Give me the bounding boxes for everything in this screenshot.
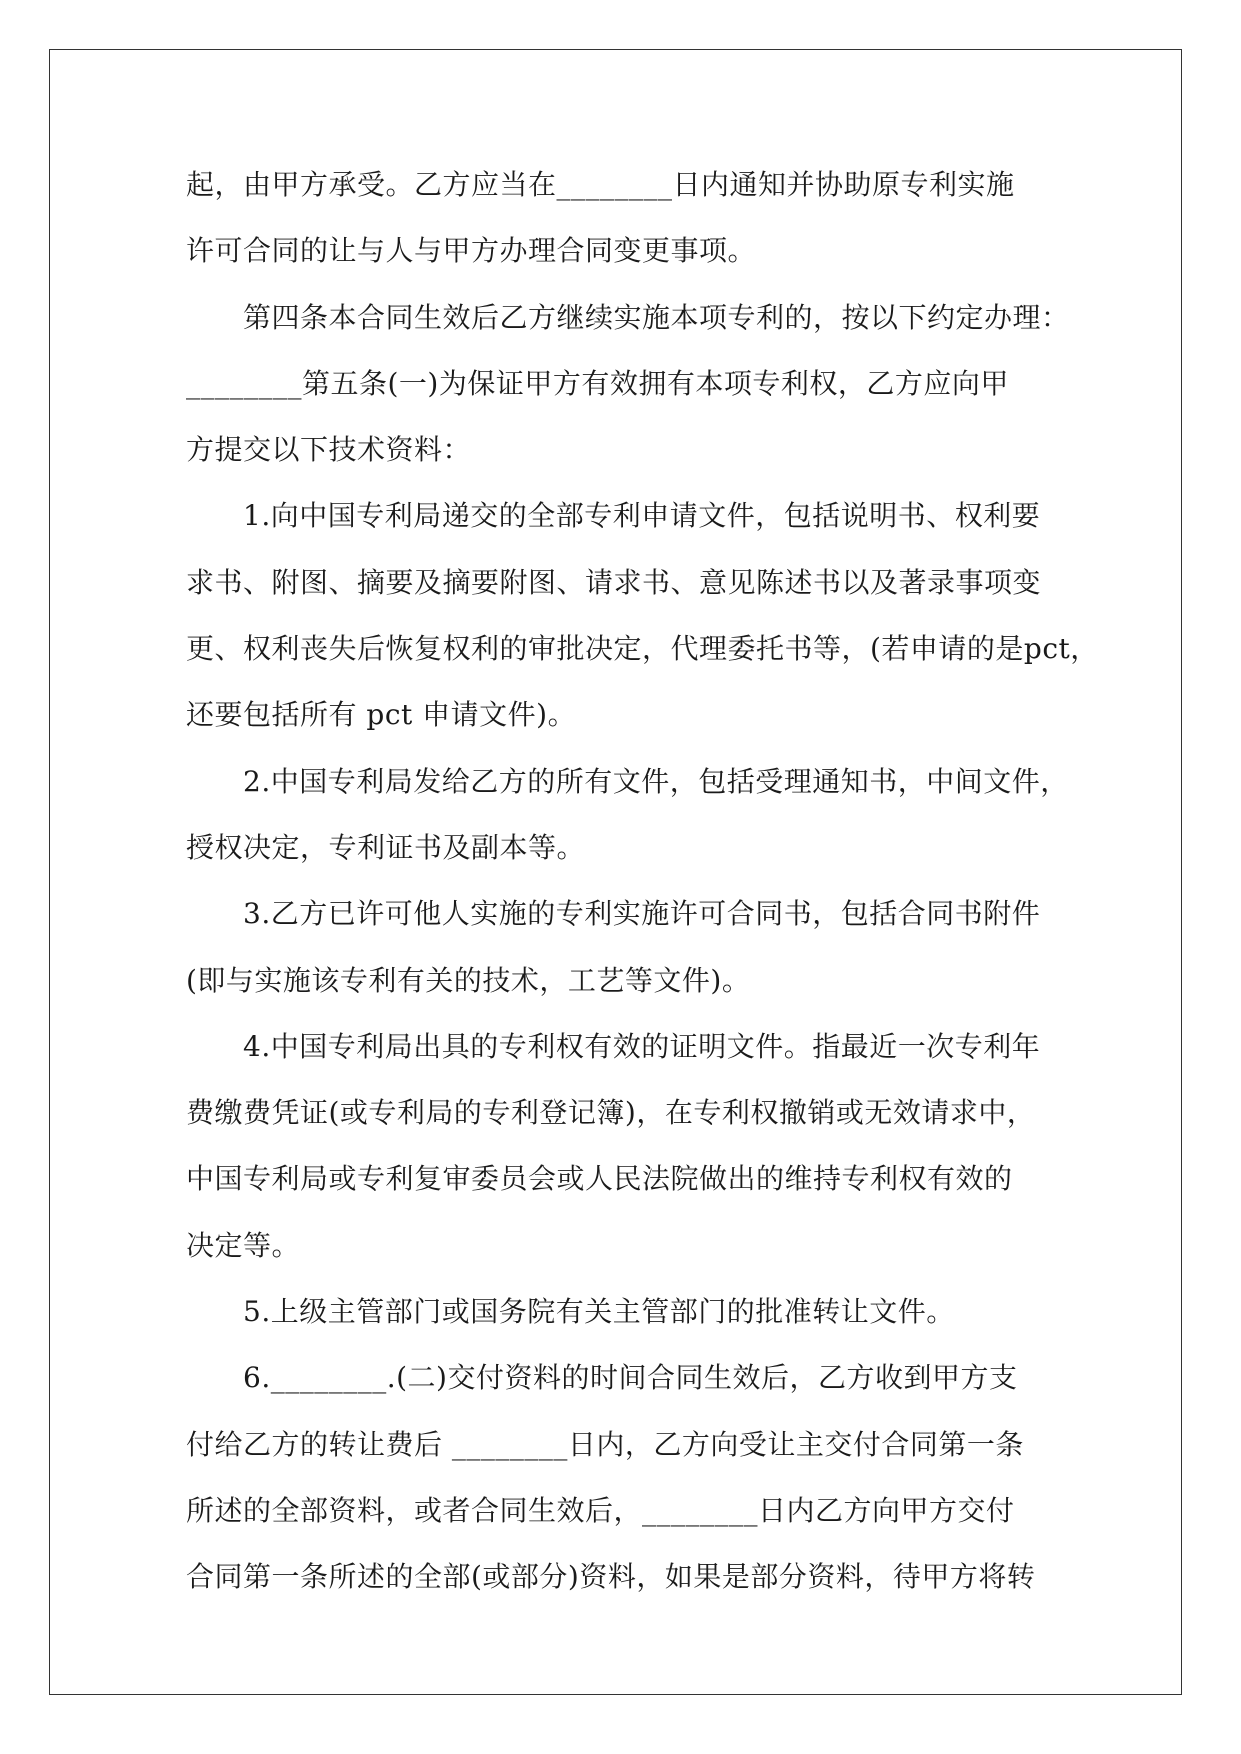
text-line: 1.向中国专利局递交的全部专利申请文件，包括说明书、权利要	[186, 499, 1041, 533]
text-line: 3.乙方已许可他人实施的专利实施许可合同书，包括合同书附件	[186, 897, 1041, 931]
text-line: 5.上级主管部门或国务院有关主管部门的批准转让文件。	[186, 1295, 955, 1329]
text-line: 许可合同的让与人与甲方办理合同变更事项。	[186, 234, 757, 268]
text-line: 起，由甲方承受。乙方应当在________日内通知并协助原专利实施	[186, 168, 1015, 201]
text-line: 方提交以下技术资料：	[186, 433, 472, 467]
text-line: 第四条本合同生效后乙方继续实施本项专利的，按以下约定办理：	[186, 300, 1070, 334]
text-line: 还要包括所有 pct 申请文件)。	[186, 698, 577, 732]
text-line: 付给乙方的转让费后 ________日内，乙方向受让主交付合同第一条	[186, 1427, 1024, 1461]
text-line: ________第五条(一)为保证甲方有效拥有本项专利权，乙方应向甲	[186, 366, 1009, 400]
document-body	[186, 152, 1099, 1611]
text-line: 费缴费凭证(或专利局的专利登记簿)，在专利权撤销或无效请求中，	[186, 1096, 1036, 1130]
text-line: 中国专利局或专利复审委员会或人民法院做出的维持专利权有效的	[186, 1162, 1013, 1196]
text-line: (即与实施该专利有关的技术，工艺等文件)。	[186, 963, 751, 997]
text-line: 所述的全部资料，或者合同生效后，________日内乙方向甲方交付	[186, 1493, 1015, 1527]
text-line: 2.中国专利局发给乙方的所有文件，包括受理通知书，中间文件，	[186, 764, 1069, 798]
text-line: 合同第一条所述的全部(或部分)资料，如果是部分资料，待甲方将转	[186, 1560, 1036, 1594]
text-line: 授权决定，专利证书及副本等。	[186, 830, 586, 864]
text-line: 更、权利丧失后恢复权利的审批决定，代理委托书等，(若申请的是pct，	[186, 632, 1099, 666]
text-line: 6.________.(二)交付资料的时间合同生效后，乙方收到甲方支	[186, 1361, 1018, 1395]
text-line: 4.中国专利局出具的专利权有效的证明文件。指最近一次专利年	[186, 1029, 1041, 1063]
text-line: 决定等。	[186, 1228, 301, 1262]
text-line: 求书、附图、摘要及摘要附图、请求书、意见陈述书以及著录事项变	[186, 565, 1042, 599]
